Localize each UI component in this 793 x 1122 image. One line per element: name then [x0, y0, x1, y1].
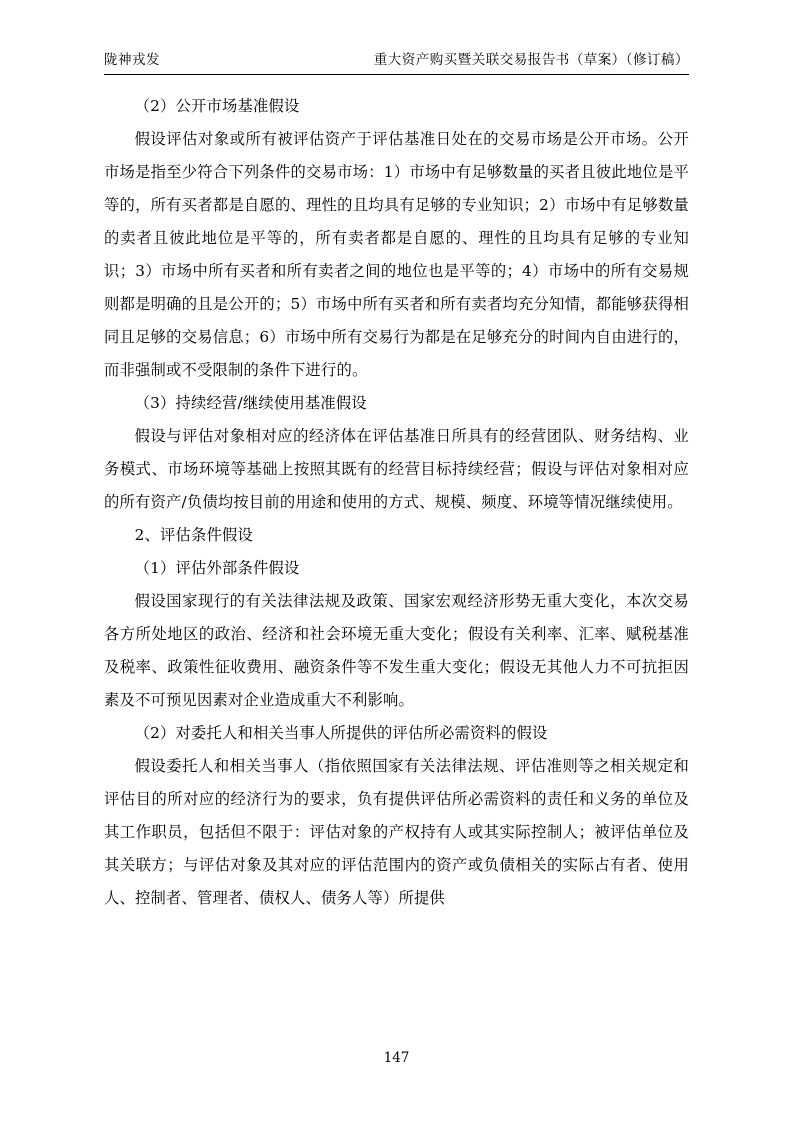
page-header — [104, 48, 689, 68]
paragraph-heading-going-concern: （3）持续经营/继续使用基准假设 — [134, 394, 367, 412]
paragraph-heading-public-market: （2）公开市场基准假设 — [134, 97, 300, 115]
header-company-name: 陇神戎发 — [104, 52, 160, 68]
document-body — [104, 90, 689, 915]
paragraph-heading-external-conditions: （1）评估外部条件假设 — [134, 559, 300, 577]
paragraph-heading-client-materials: （2）对委托人和相关当事人所提供的评估所必需资料的假设 — [134, 724, 548, 742]
paragraph-client-materials-detail: 假设委托人和相关当事人（指依照国家有关法律法规、评估准则等之相关规定和评估目的所对应的经济行为的要求，负有提供评估所必需资料的责任和义务的单位及其工作职员，包括但不限于：评估对象的产权持有人或其实际控制人；被评估单位及其关联方；与评估对象及其对应的评估范围内的资产或负债相关的实际占有者、使用人、控制者、管理者、债权人、债务人等）所提供 — [104, 757, 689, 907]
page-footer — [0, 1050, 793, 1066]
paragraph-heading-evaluation-conditions: 2、评估条件假设 — [134, 526, 254, 544]
paragraph-external-conditions-detail: 假设国家现行的有关法律法规及政策、国家宏观经济形势无重大变化，本次交易各方所处地区的政治、经济和社会环境无重大变化；假设有关利率、汇率、赋税基准及税率、政策性征收费用、融资条件等不发生重大变化；假设无其他人力不可抗拒因素及不可预见因素对企业造成重大不利影响。 — [104, 592, 689, 709]
paragraph-public-market-detail: 假设评估对象或所有被评估资产于评估基准日处在的交易市场是公开市场。公开市场是指至少符合下列条件的交易市场：1）市场中有足够数量的买者且彼此地位是平等的，所有买者都是自愿的、理性的且均具有足够的专业知识；2）市场中有足够数量的卖者且彼此地位是平等的，所有卖者都是自愿的、理性的且均具有足够的专业知识；3）市场中所有买者和所有卖者之间的地位也是平等的；4）市场中的所有交易规则都是明确的且是公开的；5）市场中所有买者和所有卖者均充分知情，都能够获得相同且足够的交易信息；6）市场中所有交易行为都是在足够充分的时间内自由进行的，而非强制或不受限制的条件下进行的。 — [104, 130, 689, 379]
header-divider — [104, 74, 689, 75]
header-document-title: 重大资产购买暨关联交易报告书（草案）（修订稿） — [373, 52, 689, 68]
page-number: 147 — [383, 1050, 410, 1066]
paragraph-going-concern-detail: 假设与评估对象相对应的经济体在评估基准日所具有的经营团队、财务结构、业务模式、市场环境等基础上按照其既有的经营目标持续经营；假设与评估对象相对应的所有资产/负债均按目前的用途和使用的方式、规模、频度、环境等情况继续使用。 — [104, 427, 689, 511]
